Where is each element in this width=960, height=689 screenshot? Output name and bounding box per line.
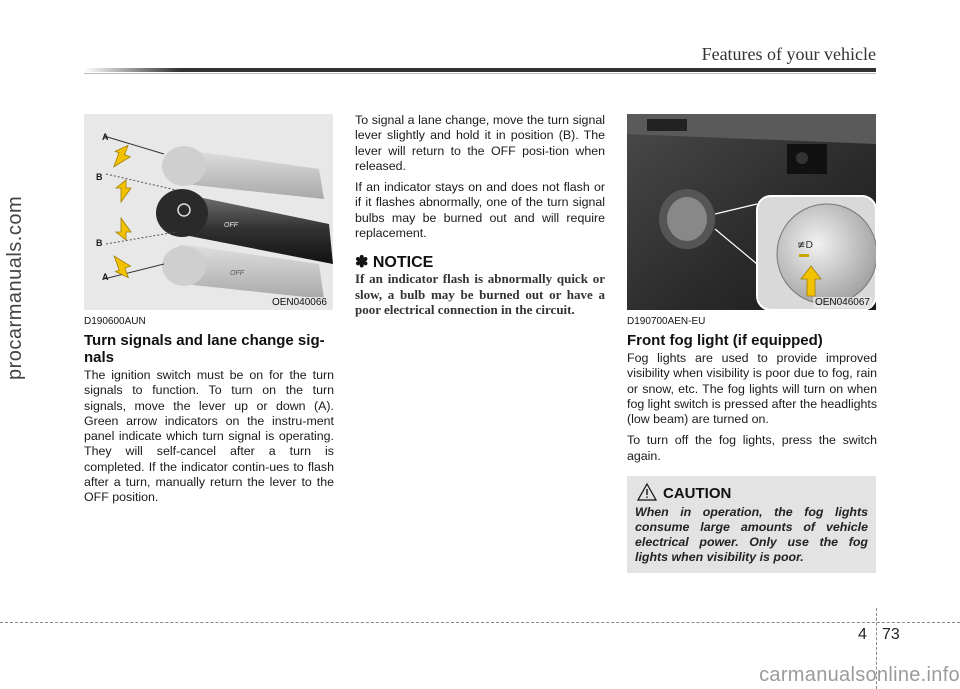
paragraph-lane-change: To signal a lane change, move the turn signal lever slightly and hold it in position (B). The lever will return to the OFF posi-tion when released. [355,113,605,173]
caution-warning-icon [637,483,657,506]
turn-signal-figure [84,114,333,310]
fog-light-switch-illustration [627,114,876,310]
section-header-title: Features of your vehicle [701,44,876,64]
notice-title: NOTICE [372,254,434,271]
figure-label-b-bottom: B [96,238,103,248]
notice-heading [355,252,433,272]
section-code-turn-signals: D190600AUN [84,316,146,327]
figure-label-a-bottom: A [102,272,109,282]
page-number: 73 [882,626,900,643]
caution-body: When in operation, the fog lights consume large amounts of vehicle electrical power. Only use the fog lights when visibility is poor. [635,505,868,564]
middle-column-text [355,113,605,247]
paragraph-turn-signals-text: The ignition switch must be on for the turn signals to function. To turn on the turn signals, move the lever up or down (A). Green arrow indicators on the instru-ment panel indicate which turn signal is operating. They will self-cancel after a turn is completed. If the indicator contin-ues to flash after a turn, manually return the lever to the OFF position. [84,368,334,505]
lever-off-label-ghost: OFF [230,270,244,277]
figure-caption-left: OEN040066 [271,297,327,308]
figure-label-b-top: B [96,172,103,182]
figure-caption-right: OEN046067 [814,297,870,308]
paragraph-fog-light-off: To turn off the fog lights, press the switch again. [627,433,877,463]
header-rule-thin [84,73,876,74]
chapter-number: 4 [858,626,867,643]
figure-label-a-top: A [102,132,109,142]
heading-fog-light: Front fog light (if equipped) [627,332,823,349]
heading-turn-signals: Turn signals and lane change sig-nals [84,332,325,366]
notice-symbol-icon: ✽ [355,254,369,271]
paragraph-indicator-abnormal: If an indicator stays on and does not flash or if it flashes abnormally, one of the turn signal bulbs may be burned out and will require replacement. [355,180,605,241]
caution-box [627,476,876,573]
lever-off-label-main: OFF [224,222,238,229]
paragraph-fog-light-use: Fog lights are used to provide improved visibility when visibility is poor due to fog, rain or snow, etc. The fog lights will turn on when fog light switch is pressed after the headlights (low beam) are turned on. [627,351,878,427]
side-watermark: procarmanuals.com [4,195,26,380]
footer-watermark: carmanualsonline.info [759,664,960,686]
svg-text:≢D: ≢D [797,240,814,251]
turn-signal-lever-illustration [84,114,333,310]
section-code-fog-light: D190700AEN-EU [627,316,706,327]
fog-light-figure [627,114,876,310]
fog-light-text [627,351,877,470]
notice-body: If an indicator flash is abnormally quick or slow, a bulb may be burned out or have a poor electrical connection in the circuit. [355,271,605,318]
caution-title: CAUTION [663,485,732,502]
header-rule [84,68,876,72]
paragraph-turn-signals [84,368,334,512]
footer-rule [0,622,960,623]
